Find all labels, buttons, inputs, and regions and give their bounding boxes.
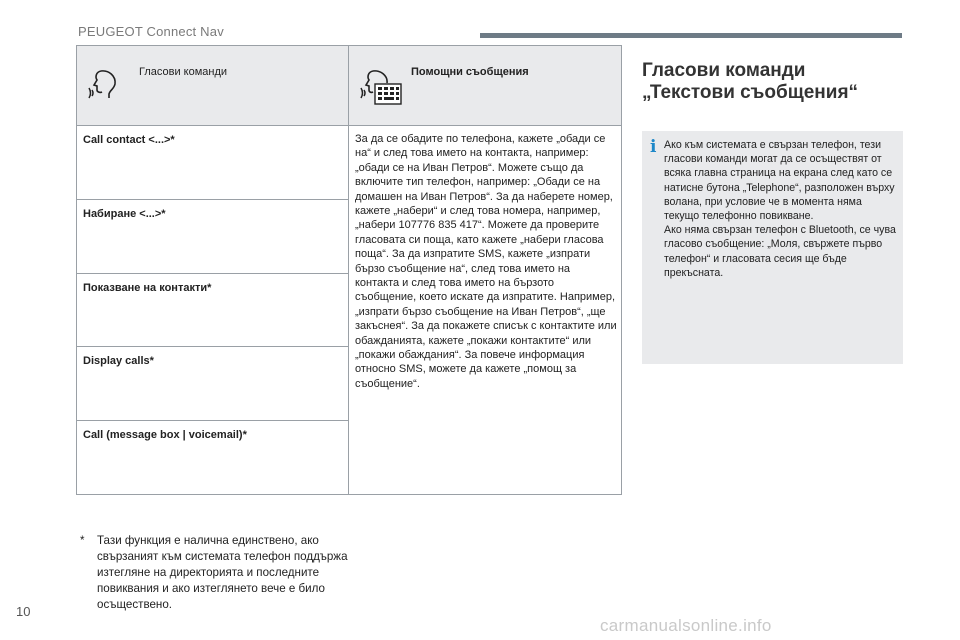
command-cell: Call contact <...>*: [77, 125, 349, 199]
info-paragraph-1: Ако към системата е свързан телефон, тези гласови команди могат да се осъществят от всяка главна страница на екрана след като се натисне бутона „Telephone“, разположен върху волана, при условие че в момента няма текущо телефонно повикване.: [664, 139, 895, 223]
watermark: carmanualsonline.info: [600, 616, 772, 635]
info-paragraph-2: Ако няма свързан телефон с Bluetooth, се чува гласово съобщение: „Моля, свържете първо телефон“ и гласовата сесия ще бъде прекъсната.: [664, 224, 896, 279]
table-header-commands: [77, 46, 349, 126]
table-header-row: [77, 46, 622, 126]
table-row: [77, 125, 622, 199]
command-cell: Display calls*: [77, 347, 349, 421]
page-number: 10: [16, 604, 31, 619]
command-cell: Call (message box | voicemail)*: [77, 421, 349, 495]
section-title-line1: Гласови команди: [642, 60, 806, 81]
help-header-label: Помощни съобщения: [411, 66, 529, 78]
help-text-cell: За да се обадите по телефона, кажете „обади се на“ и след това името на контакта, например: „обади се на Иван Петров“. Можете също да включите тип телефон, например: „Обади се на домашен на Иван Петров“. За да наберете номер, кажете „набери“ и след това номера, например, „набери 107776 835 417“. Можете да проверите гласовата си поща, като кажете „набери гласова поща“. За да изпратите SMS, кажете „изпрати бързо съобщение на“, след това името на контакта и след това името на бързото съобщение, което искате да изпратите. Например, „изпрати бързо съобщение на Иван Петров“, „ще закъснея“. За да покажете списък с контактите или обажданията, кажете „покажи контактите“ или „покажи обаждания“. За повече информация относно SMS, можете да кажете „помощ за съобщение“.: [349, 125, 622, 494]
command-cell: Показване на контакти*: [77, 273, 349, 347]
commands-header-label: Гласови команди: [139, 66, 228, 78]
info-text: [664, 138, 898, 280]
table-header-help: [349, 46, 622, 126]
voice-commands-table: [76, 45, 622, 495]
voice-help-icon: [359, 68, 403, 108]
info-box: [642, 131, 903, 364]
footnote-mark: *: [80, 534, 85, 547]
voice-command-icon: [87, 68, 121, 102]
section-title-line2: „Текстови съобщения“: [642, 82, 859, 103]
header-bar: [480, 33, 902, 38]
header-title: PEUGEOT Connect Nav: [78, 24, 224, 39]
command-cell: Набиране <...>*: [77, 199, 349, 273]
footnote-text: Тази функция е налична единствено, ако свързаният към системата телефон поддържа изтегляне на директорията и последните повиквания и ако изтеглянето вече е било осъществено.: [97, 534, 348, 611]
section-title: [642, 60, 922, 104]
info-icon: i: [650, 137, 657, 157]
